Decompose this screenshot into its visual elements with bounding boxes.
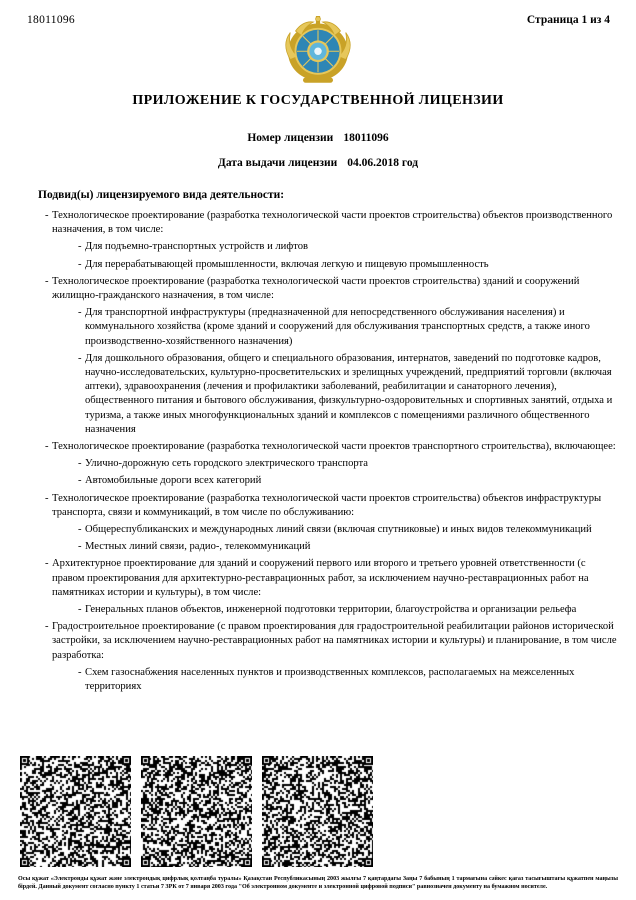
qr-code-1 xyxy=(20,756,131,867)
license-subtype-item: - Архитектурное проектирование для зданий и сооружений первого или второго и третьего уровней ответственности (с правом проектирования для архитектурно-реставрационных работ, за исключением научно-реставрационных работ на памятниках истории и культуры), в том числе: xyxy=(0,557,618,600)
license-subtype-item: - Технологическое проектирование (разработка технологической части проектов строительства) зданий и сооружений жилищно-гражданского назначения, в том числе: xyxy=(0,275,618,303)
license-subtype-subitem: - Для дошкольного образования, общего и специального образования, интернатов, заведений по подготовке кадров, научно-исследовательских, культурно-просветительских и зрелищных учреждений, предприятий торговли (включая аптеки), здравоохранения (лечения и профилактики заболеваний, реабилитации и санаторного лечения), общественного питания и бытового обслуживания, физкультурно-оздоровительных и спортивных занятий, отдыха и туризма, а также иных многофункциональных зданий и комплексов с помещениями различного общественного назначения xyxy=(0,352,618,437)
license-subtype-item: - Технологическое проектирование (разработка технологической части проектов строительства) объектов инфраструктуры транспорта, связи и коммуникаций, в том числе по обслуживанию: xyxy=(0,492,618,520)
license-number-line xyxy=(0,132,636,144)
license-subtype-subitem: - Для перерабатывающей промышленности, включая легкую и пищевую промышленность xyxy=(0,258,618,272)
license-subtype-subitem: - Автомобильные дороги всех категорий xyxy=(0,474,618,488)
license-subtype-subitem: - Генеральных планов объектов, инженерной подготовки территории, благоустройства и организации рельефа xyxy=(0,603,618,617)
license-subtype-subitem: - Общереспубликанских и международных линий связи (включая спутниковые) и иных видов телекоммуникаций xyxy=(0,523,618,537)
license-subtype-item: - Градостроительное проектирование (с правом проектирования для градостроительной реабилитации районов исторической застройки, за исключением научно-реставрационных работ на памятниках истории и культуры) и планирование, в том числе разработка: xyxy=(0,620,618,663)
license-number-label: Номер лицензии xyxy=(247,132,334,144)
license-subtype-subitem: - Схем газоснабжения населенных пунктов и производственных комплексов, располагаемых на межселенных территориях xyxy=(0,666,618,694)
license-number-value: 18011096 xyxy=(343,132,389,144)
license-subtype-subitem: - Местных линий связи, радио-, телекоммуникаций xyxy=(0,540,618,554)
license-subtype-item: - Технологическое проектирование (разработка технологической части проектов транспортного строительства), включающее: xyxy=(0,440,618,454)
license-subtype-item: - Технологическое проектирование (разработка технологической части проектов строительства) объектов производственного назначения, в том числе: xyxy=(0,209,618,237)
license-subtype-subitem: - Для подъемно-транспортных устройств и лифтов xyxy=(0,240,618,254)
subtypes-heading: Подвид(ы) лицензируемого вида деятельности: xyxy=(38,189,285,201)
license-date-value: 04.06.2018 год xyxy=(347,157,419,169)
license-date-line xyxy=(0,157,636,169)
legal-footer-text: Осы құжат «Электронды құжат және электрондық цифрлық қолтаңба туралы» Қазақстан Республикасының 2003 жылғы 7 қаңтардағы Заңы 7 бабының 1 тармағына сәйкес қағаз тасығыштағы құжатпен маңызы бірдей. Данный документ согласно пункту 1 статьи 7 ЗРК от 7 января 2003 года "Об электронном документе и электронной цифровой подписи" равнозначен документу на бумажном носителе. xyxy=(18,876,618,890)
license-subtype-subitem: - Для транспортной инфраструктуры (предназначенной для непосредственного обслуживания населения) и коммунального хозяйства (кроме зданий и сооружений для обслуживания транспортных средств, а также иного производственно-хозяйственного назначения) xyxy=(0,306,618,349)
kazakhstan-emblem-icon xyxy=(281,13,356,88)
header-page-indicator: Страница 1 из 4 xyxy=(526,14,610,26)
document-title: ПРИЛОЖЕНИЕ К ГОСУДАРСТВЕННОЙ ЛИЦЕНЗИИ xyxy=(132,93,504,108)
license-date-label: Дата выдачи лицензии xyxy=(217,157,338,169)
subtype-list xyxy=(0,209,618,697)
qr-code-3 xyxy=(262,756,373,867)
qr-code-2 xyxy=(141,756,252,867)
license-subtype-subitem: - Улично-дорожную сеть городского электрического транспорта xyxy=(0,457,618,471)
qr-code-row xyxy=(20,756,373,867)
header-license-number: 18011096 xyxy=(27,14,75,26)
